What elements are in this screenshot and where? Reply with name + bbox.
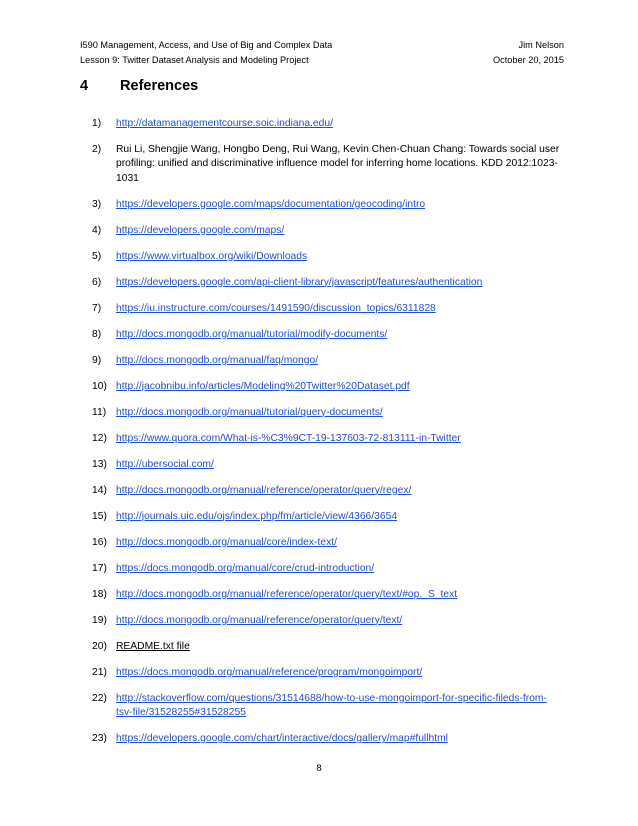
reference-number: 17): [92, 562, 107, 574]
reference-item: [92, 276, 560, 290]
reference-citation-text: Rui Li, Shengjie Wang, Hongbo Deng, Rui Wang, Kevin Chen-Chuan Chang: Towards social user profiling: unified and discriminative influence model for inferring home locations. KDD 2012:1023-1031: [116, 144, 560, 184]
reference-item: [92, 510, 560, 524]
reference-item: [92, 117, 560, 131]
reference-link[interactable]: https://docs.mongodb.org/manual/core/crud-introduction/: [116, 562, 375, 574]
reference-number: 11): [92, 406, 107, 418]
reference-number: 3): [92, 198, 102, 210]
reference-number: 13): [92, 458, 107, 470]
reference-link[interactable]: https://developers.google.com/chart/interactive/docs/gallery/map#fullhtml: [116, 733, 448, 745]
header-author: Jim Nelson: [518, 40, 564, 50]
reference-number: 23): [92, 733, 107, 745]
reference-number: 15): [92, 510, 107, 522]
reference-link[interactable]: http://docs.mongodb.org/manual/core/index-text/: [116, 536, 337, 548]
reference-link[interactable]: http://docs.mongodb.org/manual/tutorial/modify-documents/: [116, 328, 388, 340]
reference-link[interactable]: https://docs.mongodb.org/manual/reference/program/mongoimport/: [116, 666, 423, 678]
reference-link[interactable]: http://docs.mongodb.org/manual/tutorial/query-documents/: [116, 406, 383, 418]
reference-number: 1): [92, 118, 102, 129]
reference-number: 19): [92, 614, 107, 626]
reference-link[interactable]: https://developers.google.com/maps/: [116, 224, 285, 236]
reference-link[interactable]: http://docs.mongodb.org/manual/reference/operator/query/text/#op._S_text: [116, 588, 458, 600]
reference-item: [92, 732, 560, 746]
reference-number: 9): [92, 354, 102, 366]
reference-link[interactable]: http://jacobnibu.info/articles/Modeling%20Twitter%20Dataset.pdf: [116, 380, 410, 392]
header-row-2: [80, 53, 564, 68]
reference-item: [92, 692, 560, 721]
reference-link[interactable]: http://docs.mongodb.org/manual/faq/mongo/: [116, 354, 319, 366]
header-row-1: [80, 38, 564, 53]
reference-link[interactable]: https://developers.google.com/api-client-library/javascript/features/authentication: [116, 276, 483, 288]
reference-item: [92, 562, 560, 576]
reference-file-link[interactable]: README.txt file: [116, 640, 190, 652]
references-list: [92, 117, 560, 758]
section-heading: [80, 78, 198, 94]
reference-item: [92, 224, 560, 238]
reference-number: 22): [92, 692, 107, 704]
page-number: 8: [316, 763, 322, 774]
reference-item: [92, 380, 560, 394]
reference-link[interactable]: http://datamanagementcourse.soic.indiana.edu/: [116, 118, 333, 129]
reference-link[interactable]: https://developers.google.com/maps/documentation/geocoding/intro: [116, 198, 426, 210]
reference-link[interactable]: http://stackoverflow.com/questions/31514688/how-to-use-mongoimport-for-specific-fileds-from-tsv-file/31528255#31528255: [116, 692, 547, 719]
reference-item: [92, 536, 560, 550]
reference-number: 7): [92, 302, 102, 314]
reference-item: [92, 302, 560, 316]
reference-number: 8): [92, 328, 102, 340]
reference-number: 4): [92, 224, 102, 236]
reference-item: [92, 458, 560, 472]
section-number: 4: [80, 78, 89, 94]
reference-link[interactable]: http://docs.mongodb.org/manual/reference/operator/query/regex/: [116, 484, 412, 496]
reference-item: [92, 198, 560, 212]
reference-number: 18): [92, 588, 107, 600]
reference-item: [92, 640, 560, 654]
reference-link[interactable]: http://journals.uic.edu/ojs/index.php/fm/article/view/4366/3654: [116, 510, 398, 522]
reference-number: 20): [92, 640, 107, 652]
reference-item: [92, 250, 560, 264]
reference-item: [92, 432, 560, 446]
reference-number: 16): [92, 536, 107, 548]
reference-item: [92, 143, 560, 186]
reference-item: [92, 588, 560, 602]
reference-item: [92, 666, 560, 680]
header-lesson: Lesson 9: Twitter Dataset Analysis and Modeling Project: [80, 54, 309, 65]
header-course: I590 Management, Access, and Use of Big and Complex Data: [80, 40, 333, 50]
header-date: October 20, 2015: [493, 54, 564, 65]
section-title: References: [120, 78, 199, 94]
page-header: [80, 38, 564, 67]
reference-item: [92, 328, 560, 342]
reference-number: 5): [92, 250, 102, 262]
reference-link[interactable]: https://www.quora.com/What-is-%C3%9CT-19-137603-72-813111-in-Twitter: [116, 432, 461, 444]
reference-number: 2): [92, 144, 102, 155]
reference-link[interactable]: http://ubersocial.com/: [116, 458, 214, 470]
reference-link[interactable]: https://iu.instructure.com/courses/1491590/discussion_topics/6311828: [116, 302, 436, 314]
reference-link[interactable]: https://www.virtualbox.org/wiki/Downloads: [116, 250, 308, 262]
reference-item: [92, 484, 560, 498]
reference-number: 14): [92, 484, 107, 496]
reference-link[interactable]: http://docs.mongodb.org/manual/reference/operator/query/text/: [116, 614, 403, 626]
reference-number: 21): [92, 666, 107, 678]
reference-item: [92, 354, 560, 368]
reference-item: [92, 406, 560, 420]
reference-number: 6): [92, 276, 102, 288]
reference-number: 12): [92, 432, 107, 444]
reference-number: 10): [92, 380, 107, 392]
reference-item: [92, 614, 560, 628]
